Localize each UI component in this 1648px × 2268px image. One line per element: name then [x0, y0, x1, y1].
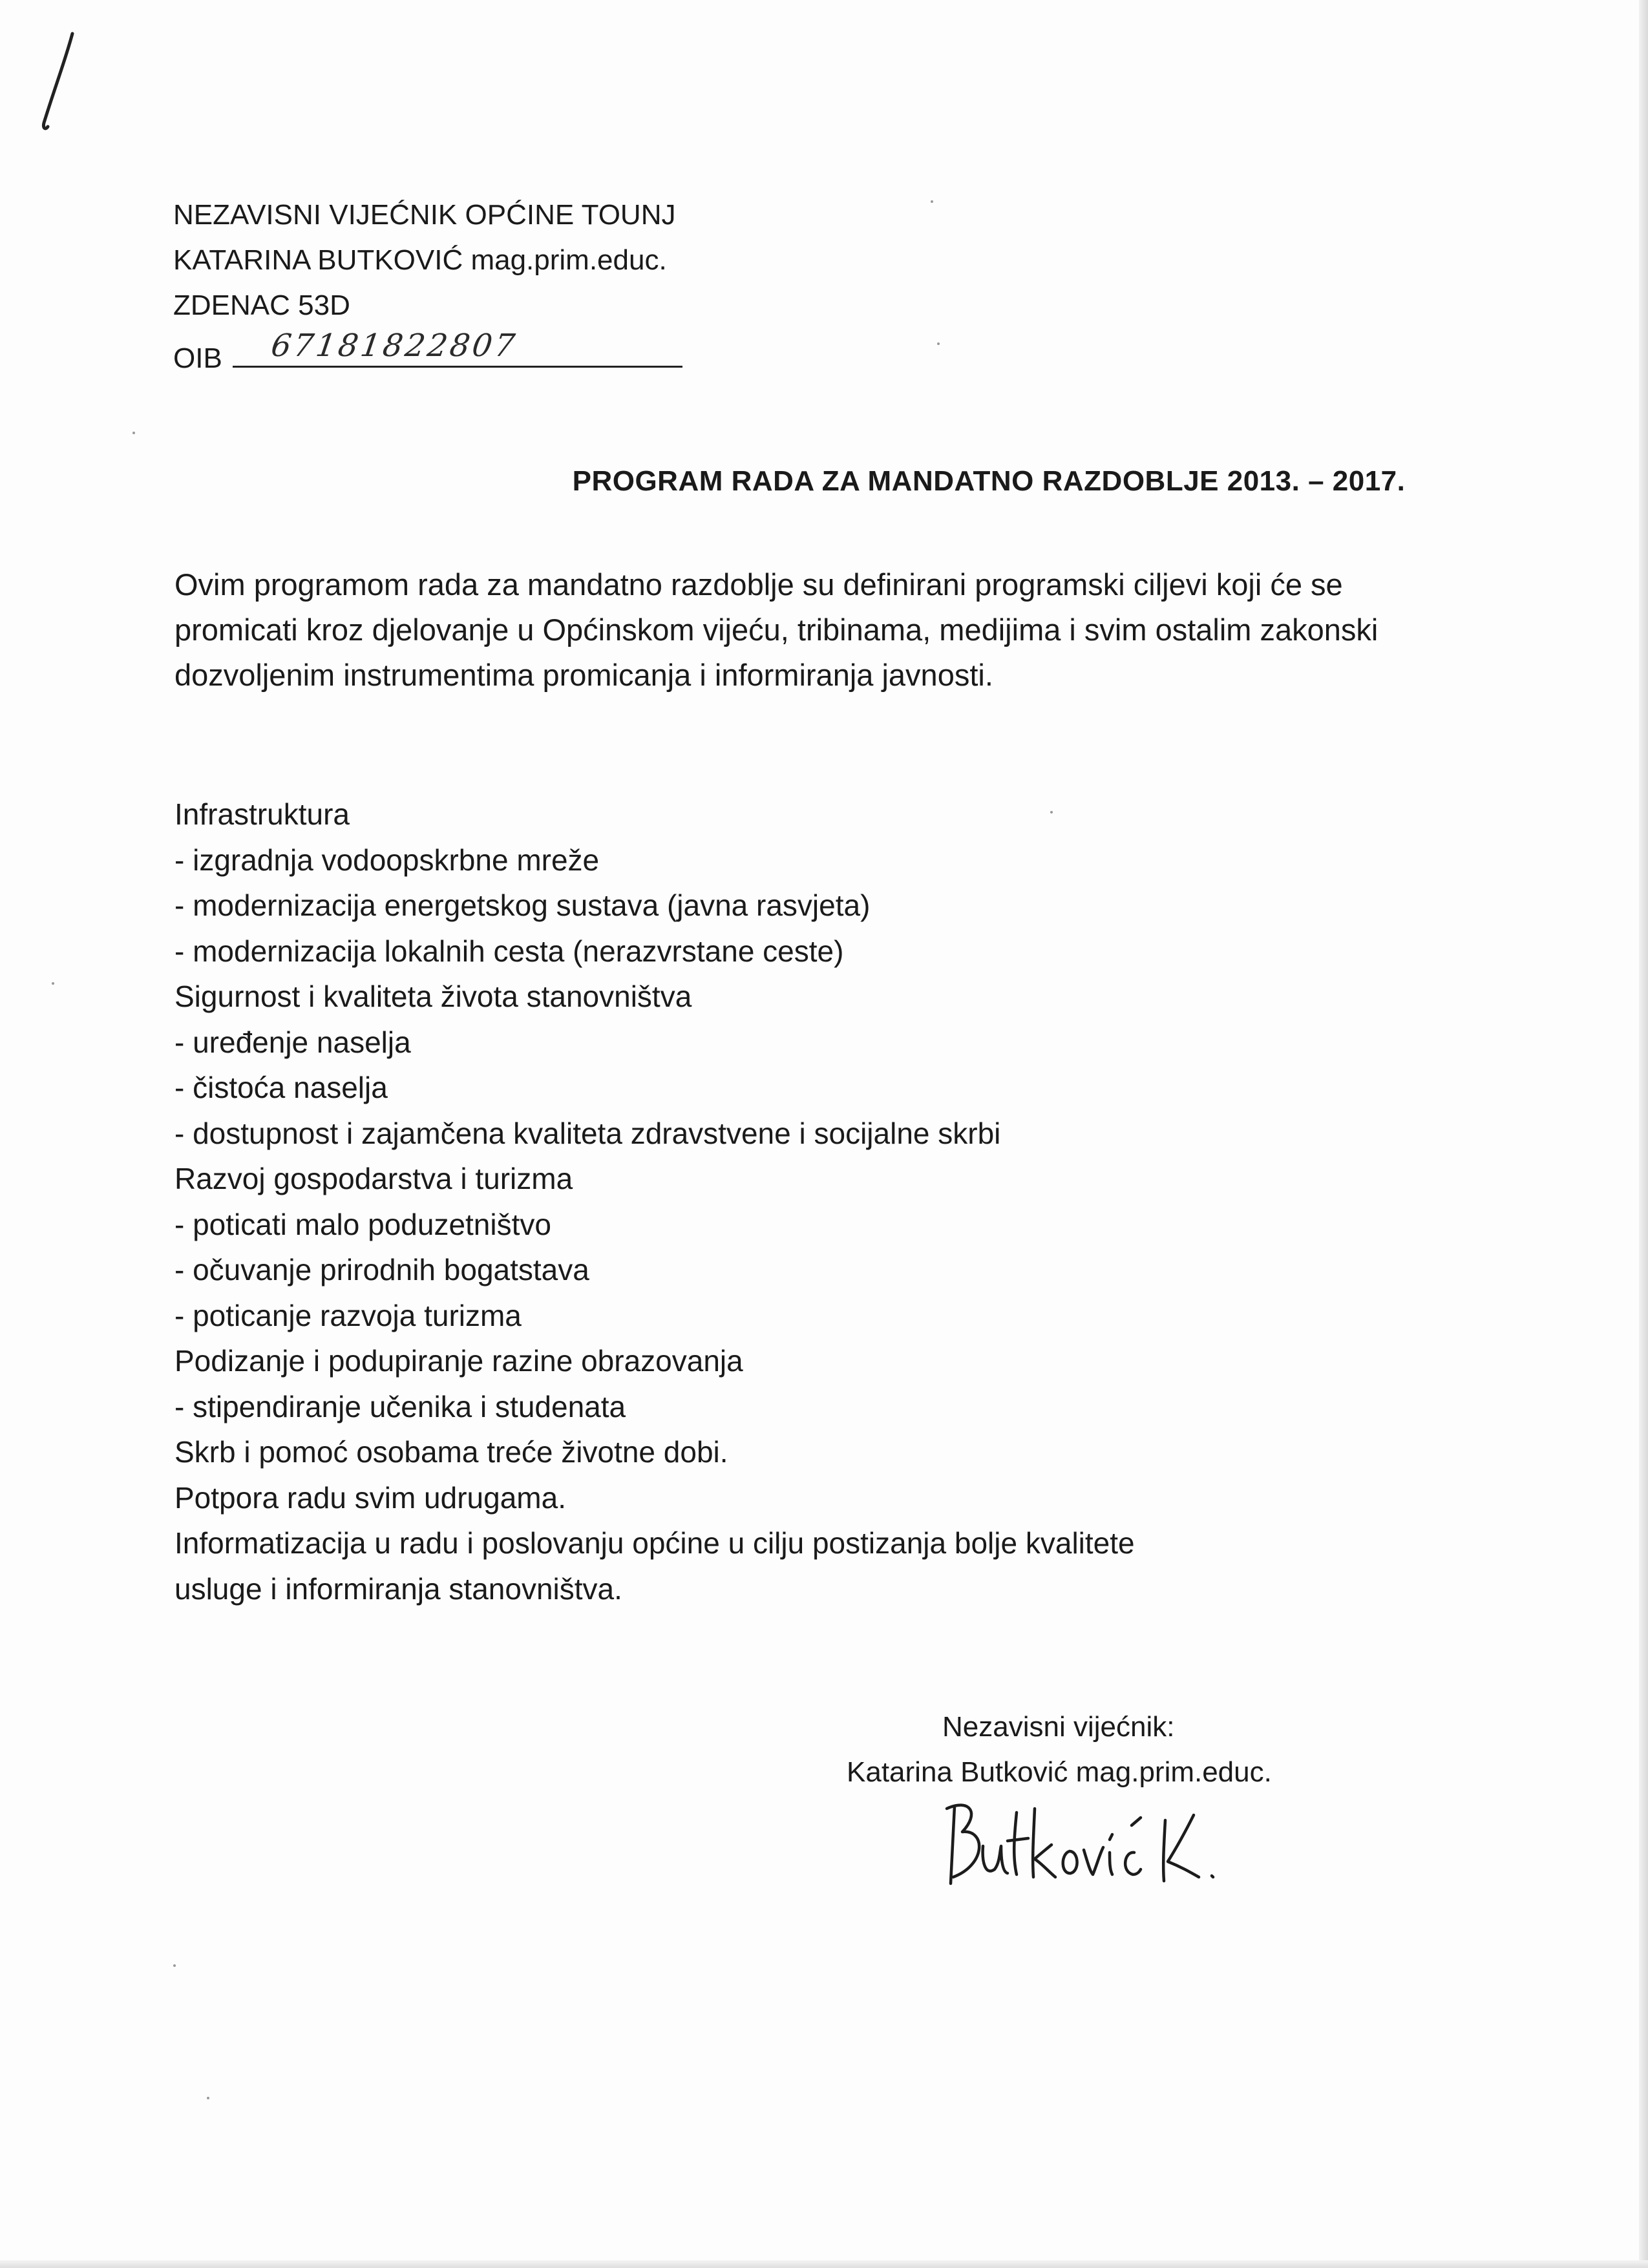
list-item: Razvoj gospodarstva i turizma: [174, 1162, 573, 1195]
list-item: - dostupnost i zajamčena kvaliteta zdravstvene i socijalne skrbi: [174, 1116, 1001, 1150]
list-item: Potpora radu svim udrugama.: [174, 1480, 566, 1515]
handwritten-slash-mark: [26, 26, 84, 142]
list-item: - modernizacija energetskog sustava (javna rasvjeta): [174, 888, 871, 922]
list-item: - poticati malo poduzetništvo: [174, 1207, 551, 1241]
scan-speck: [937, 342, 940, 345]
scan-speck: [132, 432, 135, 434]
list-item: - poticanje razvoja turizma: [174, 1298, 522, 1332]
oib-field: [233, 328, 682, 368]
scan-speck: [173, 1964, 176, 1967]
list-item: - uređenje naselja: [174, 1025, 411, 1059]
oib-label: OIB: [173, 342, 222, 374]
document-title: [0, 465, 1648, 498]
scan-speck: [207, 2097, 209, 2099]
scan-speck: [1050, 811, 1053, 814]
list-item: Podizanje i podupiranje razine obrazovanja: [174, 1344, 743, 1378]
list-item: Infrastruktura: [174, 797, 350, 831]
list-item: Skrb i pomoć osobama treće životne dobi.: [174, 1435, 728, 1469]
list-item: - čistoća naselja: [174, 1071, 388, 1104]
scan-speck: [52, 982, 54, 985]
sender-name: KATARINA BUTKOVIĆ mag.prim.educ.: [173, 244, 667, 276]
scan-bottom-edge: [0, 2260, 1648, 2268]
list-item: usluge i informiranja stanovništva.: [174, 1571, 622, 1606]
list-item: Sigurnost i kvaliteta života stanovništva: [174, 980, 692, 1013]
oib-line: [173, 328, 682, 381]
list-item: - stipendiranje učenika i studenata: [174, 1389, 626, 1423]
scan-right-edge: [1639, 0, 1648, 2268]
handwritten-signature: [940, 1787, 1238, 1896]
scan-speck: [931, 200, 933, 203]
signature-title: Nezavisni vijećnik:: [942, 1711, 1175, 1743]
document-title-text: PROGRAM RADA ZA MANDATNO RAZDOBLJE 2013. – 2017.: [572, 465, 1406, 497]
list-item: - izgradnja vodoopskrbne mreže: [174, 843, 600, 877]
sender-address: ZDENAC 53D: [173, 289, 350, 321]
list-item: Informatizacija u radu i poslovanju općine u cilju postizanja bolje kvalitete: [174, 1526, 1135, 1560]
oib-handwritten-value: 67181822807: [269, 328, 520, 364]
sender-header: [173, 193, 682, 381]
signature-name: Katarina Butković mag.prim.educ.: [847, 1756, 1272, 1788]
list-item: - modernizacija lokalnih cesta (nerazvrstane ceste): [174, 934, 844, 968]
signature-block: [847, 1705, 1377, 1795]
intro-paragraph: Ovim programom rada za mandatno razdoblje su definirani programski ciljevi koji će se promicati kroz djelovanje u Općinskom vijeću, tribinama, medijima i svim ostalim zakonski dozvoljenim instrumentima promicanja i informiranja javnosti.: [174, 567, 1379, 692]
sender-office: NEZAVISNI VIJEĆNIK OPĆINE TOUNJ: [173, 199, 676, 231]
program-goals-list: [174, 792, 1435, 1612]
list-item: - očuvanje prirodnih bogatstava: [174, 1253, 589, 1286]
